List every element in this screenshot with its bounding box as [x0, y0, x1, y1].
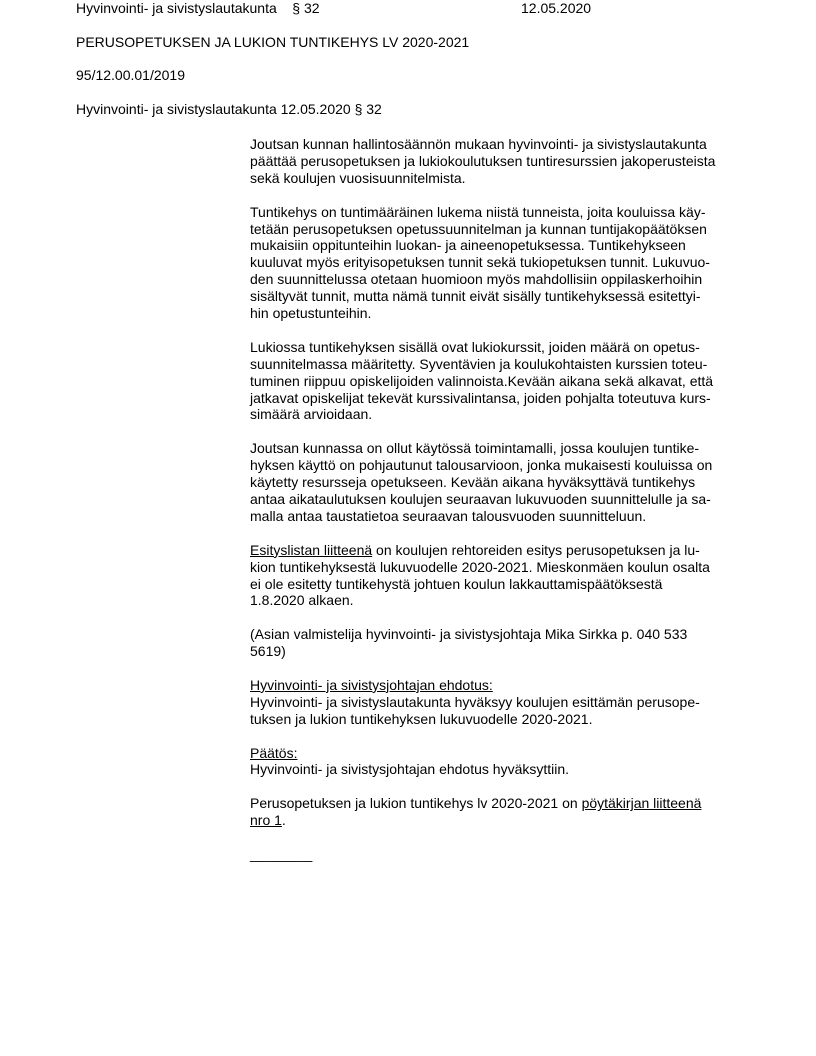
- paragraph-toimintamalli: [250, 440, 740, 525]
- header-board-section: Hyvinvointi- ja sivistyslautakunta § 32: [76, 0, 320, 16]
- record-number: 95/12.00.01/2019: [76, 67, 185, 83]
- text-line: jatkavat opiskelijat tekevät kurssivalintansa, joiden pohjalta toteutuva kurs-: [250, 389, 711, 406]
- text-line: suunnitelmassa määritetty. Syventävien ja koulukohtaisten kurssien toteu-: [250, 355, 708, 372]
- header-date: 12.05.2020: [521, 0, 592, 16]
- text-line: Hyvinvointi- ja sivistyslautakunta hyväksyy koulujen esittämän perusope-: [250, 693, 700, 710]
- text-line: ei ole esitetty tuntikehystä johtuen koulun lakkauttamispäätöksestä: [250, 575, 663, 592]
- document-body: [250, 136, 740, 880]
- text-line: kion tuntikehyksestä lukuvuodelle 2020-2021. Mieskonmäen koulun osalta: [250, 558, 710, 575]
- text-line: tuminen riippuu opiskelijoiden valinnoista.Kevään aikana sekä alkavat, että: [250, 372, 714, 389]
- text-line: (Asian valmistelija hyvinvointi- ja sivistysjohtaja Mika Sirkka p. 040 533: [250, 626, 688, 643]
- minutes-attachment-text: Perusopetuksen ja lukion tuntikehys lv 2020-2021 on: [250, 795, 582, 812]
- text-line: tetään perusopetuksen opetussuunnitelman ja kunnan tuntijakopäätöksen: [250, 220, 707, 237]
- text-line: simäärä arvioidaan.: [250, 406, 373, 423]
- text-line: [250, 795, 740, 812]
- text-line: tuksen ja lukion tuntikehyksen lukuvuodelle 2020-2021.: [250, 710, 593, 727]
- attachment-first-line-text: on koulujen rehtoreiden esitys perusopetuksen ja lu-: [372, 541, 700, 558]
- paragraph-closing: [250, 846, 740, 863]
- text-line: sisältyvät tunnit, mutta nämä tunnit eivät sisälly tuntikehyksessä esitettyi-: [250, 288, 701, 305]
- text-line: Joutsan kunnan hallintosäännön mukaan hyvinvointi- ja sivistyslautakunta: [250, 136, 707, 152]
- text-line: antaa aikataulutuksen koulujen seuraavan lukuvuoden suunnittelulle ja sa-: [250, 490, 711, 507]
- text-line: kuuluvat myös erityisopetuksen tunnit sekä tukiopetuksen tunnit. Lukuvuo-: [250, 254, 710, 271]
- text-line: sekä koulujen vuosisuunnitelmista.: [250, 169, 466, 186]
- paragraph-lukio: [250, 339, 740, 424]
- paragraph-decision: [250, 745, 740, 779]
- text-line: [250, 542, 740, 559]
- minutes-attachment-link[interactable]: pöytäkirjan liitteenä: [581, 795, 702, 812]
- minutes-attachment-link-number[interactable]: nro 1: [250, 812, 282, 829]
- closing-rule: ________: [250, 845, 313, 862]
- proposal-heading: Hyvinvointi- ja sivistysjohtajan ehdotus:: [250, 676, 493, 693]
- paragraph-authority: [250, 136, 740, 187]
- text-line: Lukiossa tuntikehyksen sisällä ovat lukiokurssit, joiden määrä on opetus-: [250, 338, 700, 355]
- decision-text: Hyvinvointi- ja sivistysjohtajan ehdotus hyväksyttiin.: [250, 761, 570, 778]
- text-line: Joutsan kunnassa on ollut käytössä toimintamalli, jossa koulujen tuntike-: [250, 440, 700, 457]
- paragraph-minutes-attachment: [250, 795, 740, 829]
- text-line: käytetty resursseja opetukseen. Kevään aikana hyväksyttävä tuntikehys: [250, 474, 696, 491]
- paragraph-attachment: [250, 542, 740, 610]
- document-title: PERUSOPETUKSEN JA LUKION TUNTIKEHYS LV 2020-2021: [76, 34, 470, 50]
- text-line: päättää perusopetuksen ja lukiokoulutuksen tuntiresurssien jakoperusteista: [250, 152, 716, 169]
- text-line: hin opetustunteihin.: [250, 305, 372, 322]
- text-line: hyksen käyttö on pohjautunut talousarvioon, jonka mukaisesti kouluissa on: [250, 457, 713, 474]
- paragraph-proposal: [250, 677, 740, 728]
- text-line: Tuntikehys on tuntimääräinen lukema niistä tunneista, joita kouluissa käy-: [250, 203, 706, 220]
- text-line: 5619): [250, 643, 286, 660]
- meeting-line: Hyvinvointi- ja sivistyslautakunta 12.05.2020 § 32: [76, 101, 382, 117]
- text-line: [250, 812, 740, 829]
- text-line: den suunnittelussa otetaan huomioon myös mahdollisiin oppilaskerhoihin: [250, 271, 703, 288]
- paragraph-tuntikehys: [250, 204, 740, 322]
- paragraph-preparer: [250, 626, 740, 660]
- text-line: malla antaa taustatietoa seuraavan talousvuoden suunnitteluun.: [250, 507, 647, 524]
- text-line: 1.8.2020 alkaen.: [250, 592, 354, 609]
- attachment-link[interactable]: Esityslistan liitteenä: [250, 541, 373, 558]
- decision-heading: Päätös:: [250, 744, 298, 761]
- text-line: mukaisiin oppitunteihin luokan- ja aineenopetuksessa. Tuntikehykseen: [250, 237, 686, 254]
- minutes-attachment-period: .: [281, 812, 286, 829]
